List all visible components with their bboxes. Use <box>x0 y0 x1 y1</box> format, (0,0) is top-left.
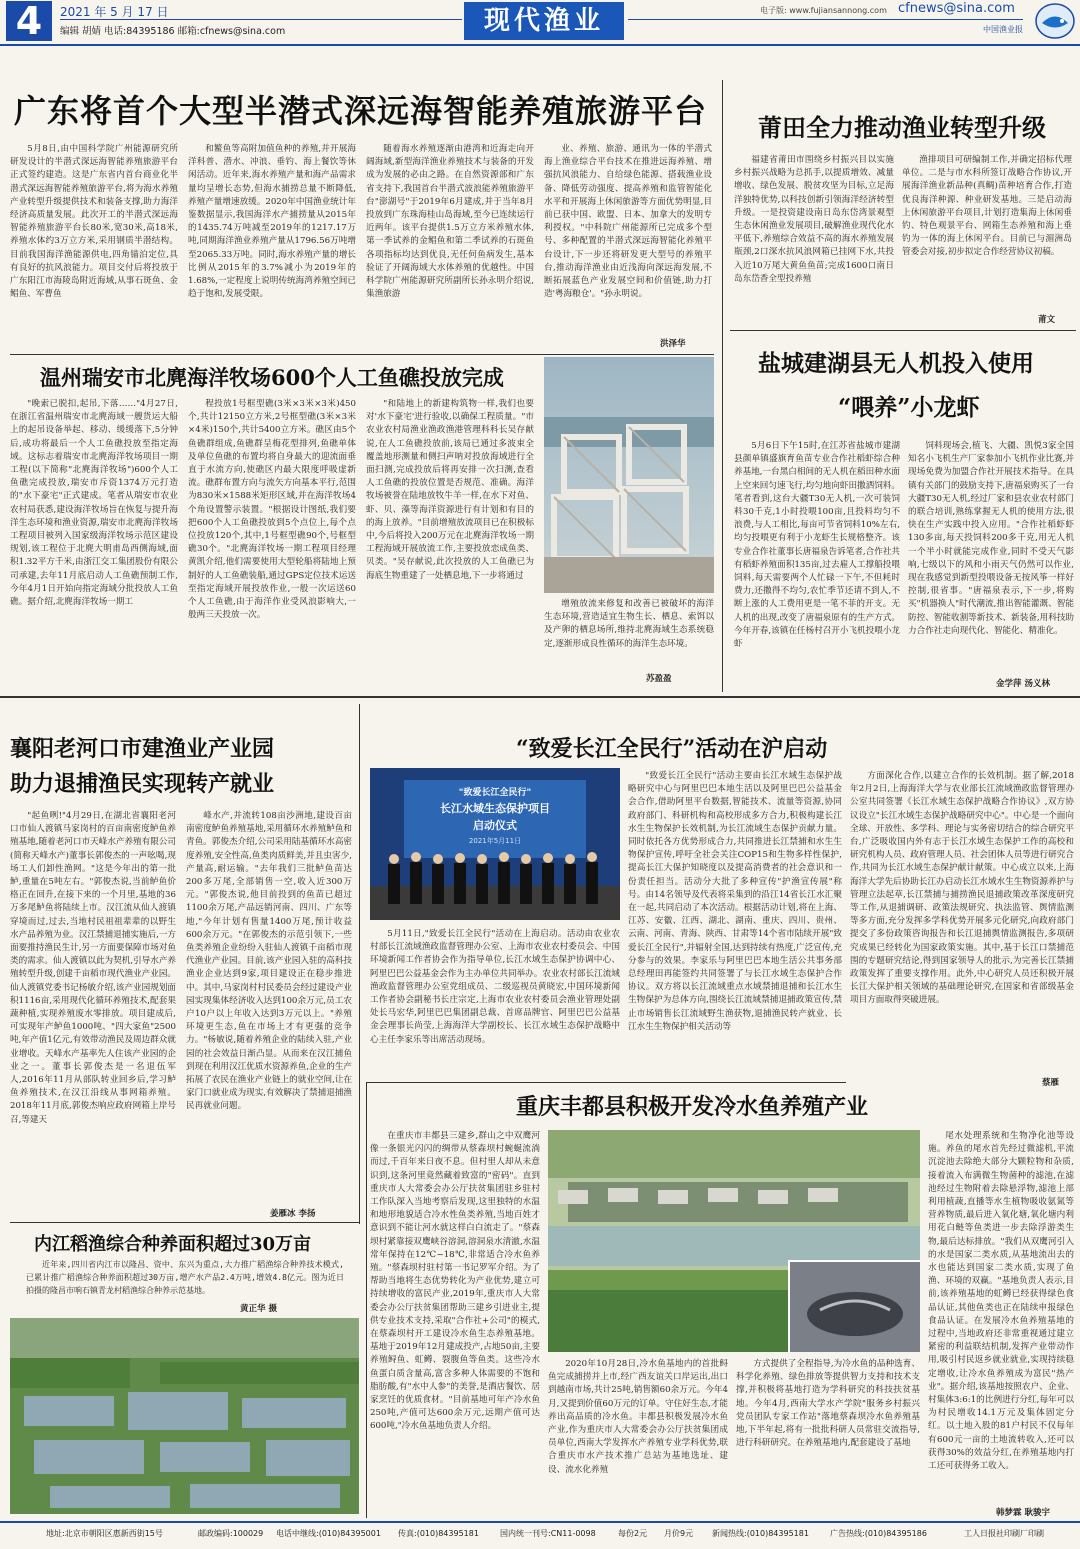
divider-5 <box>10 1222 359 1223</box>
divider-2 <box>730 330 1076 331</box>
footer-phone: 电话中继线:(010)84395001 <box>276 1529 381 1538</box>
art3-col1: 福建省莆田市围绕乡村振兴目以实施乡村振兴战略为总抓手,以提质增效、减量增收、绿色发展、脱贫攻坚为目标,立足海洋独特优势,以科技创新引领海洋经济转型升级。一是投资建设南日岛东岱湾景观型生态休闲渔业发展项目,破解渔业现代化水平低下,养殖综合效益不高的海水养殖发展瓶颈,2口深水抗风浪网箱已挂网下水,共投入近10万尾大黄鱼鱼苗;完成1600口南日岛东岱香全型投养殖 <box>734 155 894 284</box>
art2-col3: "和陆地上的新建构筑物一样,我们也要对'水下豪宅'进行验收,以确保工程质量。"市农业农村局渔业渔政渔港管理科科长吴存献说,在人工鱼礁投放前,该局已通过多波束全覆盖地形测量和侧扫声呐对投放海域进行全面扫测,完成投放后将再安排一次扫测,查看人工鱼礁的投放位置是否规范、准确。海洋牧场被誉在陆地放牧牛羊一样,在水下对鱼、虾、贝、藻等海洋资源进行有计划和有目的的海上放养。"目前增殖放流项目已在积极标中,今后将投入200万元在北麂海洋牧场一期工程海域开展放流工作,主要投放恋成鱼类、贝类。"吴存献说,此次投放的人工鱼礁已为海底生物重建了一处栖息地,下一步将通过 <box>366 399 534 581</box>
art8-headline: 重庆丰都县积极开发冷水鱼养殖产业 <box>516 1094 869 1120</box>
art5-col2: 峰水产,并流转108亩沙洲地,建设百亩南密度鲈鱼养殖基地,采用循环水养殖鲈鱼和青鱼。郭俊杰介绍,公司采用陆基循环水高密度养殖,安全性高,鱼类肉质鲜美,并且虫害少,产量高,耐运输。"去年我们三批鲈鱼苗达200多万尾,全部销售一空,收入近300万元。"郭俊杰说,他目前投到的鱼苗已超过1100余万尾,产品远销河南、四川、广东等地,"今年计划有售量1400万尾,预计收益600余万元。"在郭俊杰的示范引领下,一些鱼类养殖企业纷纷入驻仙人渡镇千亩稻市现代渔业产业园。目前,该产业园入驻的高科技渔业企业达到9家,项目建设正在稳步推进中。其中,马家岗村村民委员会经过建设产业园实现集体经济收入达到100余万元,员工农户10户以上年收入达到3万元以上。"养殖环境更生态,鱼在市场上才有更强的竞争力。"杨敏说,随着养殖企业的陆续入驻,产业园的社会效益日渐凸显。从而来在汉江捕鱼到现在利用汉江优质水资源养鱼,企业的生产拓展了农民在渔业产业链上的就业空间,让在家门口就业成为现实,有效解决了禁捕退捕渔民再就业问题。 <box>186 811 352 1112</box>
issue-date: 2021 年 5 月 17 日 <box>60 5 169 19</box>
art5-signature: 姜雁冰 李扬 <box>270 1209 316 1219</box>
art1-col4: 业、养殖、旅游、通讯为一体的半潜式海上渔业综合平台技术在推进远海养殖、增强抗风浪能力、自给绿色能源、搭载渔业设备、降低劳动强度、提高养殖和监管智能化水平和开展海上休闲旅游等方面优势明显,目前已获中国、欧盟、日本、加拿大的发明专利授权。"中科院广州能源所已完成多个型号、多种配置的半潜式深远海智能化养殖平台设计,下一步还将研发更大型号的养殖平台,推动海洋渔业由近浅海向深远海发展,不断拓展蓝色产业发展空间和价值链,助力打造'粤海粮仓'。"孙永明说。 <box>544 144 712 300</box>
masthead-email: cfnews@sina.com <box>898 1 1015 16</box>
art1-col2: 和鳘鱼等高附加值鱼种的养殖,并开展海洋科普、潜水、冲浪、垂钓、海上餐饮等休闲活动。近年来,海水养殖产量和海产品需求量均呈增长态势,但海水捕捞总量不断降低,养殖产量增速放缓。2020年中国渔业统计年鉴数据显示,我国海洋水产捕捞量从2015年的1435.74万吨减至2019年的1217.17万吨,同期海洋渔业养殖产量从1796.56万吨增至2065.33万吨。同时,海水养殖产量的增长比例从2015年的3.7%减小为2019年的1.68%,一定程度上说明传统海湾养殖空间已趋于饱和,发展受限。 <box>188 144 356 300</box>
masthead-rule <box>60 19 462 20</box>
divider-1 <box>10 354 714 355</box>
art2-col2: 程投放1号框型礁(3米×3米×3米)450个,共计12150立方米,2号框型礁(3米×3米×4米)150个,共计5400立方米。礁区由5个鱼礁群组成,鱼礁群呈梅花型排列,鱼礁单体及单位鱼礁的布置均将自身最大的迎流面垂直于水流方向,使礁区内最大限度呼吸虚新流。礁群布置方向与流矢方向基本平行,范围为830米×1588米矩形区域,并在海洋牧场4个角设置警示装置。"根据设计图纸,我们要把600个人工鱼礁投放到5个点位上,每个点位投放120个,其中,1号框型礁90个,号框型礁30个。"北麂海洋牧场一期工程项目经理黄凯介绍,他们需要使用大型轮船将陆地上预制好的人工鱼礁装船,通过GPS定位技术运送至指定海域开展投放作业,一般一次运送60个人工鱼礁,由于海洋作业受风浪影响大,一般两三天投放一次。 <box>188 399 356 621</box>
art5-col1: "起鱼咧!"4月29日,在湖北省襄阳老河口市仙人渡镇马家岗村的百亩南密度鲈鱼养殖基地,随着老河口市天峰水产养殖有限公司(简称天峰水产)董事长郭俊杰的一声吆喝,现场工人们卸性渔网。"这是今年出的第一批鲈,重量在5吨左右。"郭俊杰说,当前鲈鱼价格正在回升,在接下来的一个月里,基地的36万多尾鲈鱼将陆续上市。汉江流从仙人渡镇穿境而过,过去,当地村民祖祖辈辈的以野生水产品养殖为业。汉江禁捕退捕实施后,一方面要推持渔民生计,另一方面要保障市场对鱼类的需求。仙人渡镇以此为契机,引导水产养殖转型升级,创建千亩稻市现代渔业产业园。仙人渡镇党委书记杨敏介绍,该产业园规划面积1116亩,采用现代化循环养殖技术,配套果蔬种植,实现养殖废水零排放。项目建成后,可实现年产鲈鱼1000吨、"四大家鱼"2500吨,年产值1亿元,有效带动渔民及周边群众就业增收。天峰水产基率先人住该产业园的企业之一。董事长郭俊杰是一名退伍军人,2016年11月从部队转业回乡后,学习鲈鱼养殖技术,在汉江沿线从事网箱养殖。2018年11月底,郭俊杰响应政府网箱上岸号召,等建天 <box>10 811 176 1125</box>
divider-vertical-2 <box>359 704 360 1224</box>
art8-col3: 方式提供了全程指导,为冷水鱼的品种选育、科学化养殖、绿色排放等提供智力支持和技术支撑,并积极将基地打造为学科研究的科技扶贫基地。今年4月,西南大学水产学院"服务乡村振兴党员团队专家工作站"落地蔡森坝冷水鱼养殖基地,下半年起,将有一批批科研人员常驻交流指导,进行科研研究。在养殖基地内,配套建设了基地 <box>736 1359 920 1449</box>
art8-pond-photo <box>548 1130 920 1352</box>
footer-postcode: 邮政编码:100029 <box>198 1529 264 1538</box>
art8-col4: 尾水处理系统和生物净化池等设施。养鱼的尾水首先经过微滤机,平流沉淀池去除绝大部分大颗粒物和杂质,接着流入布满微生物菌种的滤池,在滤池经过生物附着去除悬浮物,滤池上部利用植蔬,直播等水生植物吸收氨氮等营养物质,最后进入氧化塘,氧化塘内利用花白鲢等鱼类进一步去除浮游类生物,最后达标排放。"我们从双鹰河引入的水是国家二类水质,从基地流出去的水也能达到国家二类水质,实现了鱼渔、环境的双赢。"基地负责人表示,目前,该养殖基地的虹鳟已经获得绿色食品认证,其他鱼类也正在陆续申报绿色食品认证。在发展冷水鱼养殖基地的过程中,当地政府还非常重视通过建立紧密的利益联结机制,发挥产业带动作用,吸引村民返乡就业就业,实现持续稳定增收,让冷水鱼养殖成为富民"热产业"。据介绍,该基地按照农户、企业、村集体3:6:1的比例进行分红,每年可以为村民增收14.1万元及集体固定分红。以土地入股的81户村民不仅每年有600元一亩的土地流转收入,还可以获得30%的效益分红,在养殖基地内打工还可获得务工收入。 <box>928 1131 1074 1472</box>
art7-headline: 内江稻渔综合种养面积超过30万亩 <box>34 1234 312 1255</box>
art2-reef-photo <box>544 357 714 593</box>
page-number-badge: 4 <box>6 1 52 41</box>
footer-address: 地址:北京市朝阳区惠新西街15号 <box>46 1529 163 1538</box>
art1-col3: 随着海水养殖逐渐由港湾和近海走向开阔海域,新型海洋渔业养殖技术与装备的开发成为发展的必由之路。在自然资源部和广东省支持下,我国首台半潜式波浪能养殖旅游平台"澎湖号"于2019年6月建成,并于当年8月投放到广东珠海桂山岛海域,至今已连续运行近两年。该平台提供1.5万立方米养殖水体,第一季试养的金鲳鱼和第二季试养的石斑鱼各项指标均达到优良,无任何鱼病发生,基本验证了开阔海域大水体养殖的优越性。中国科学院广州能源研究所副所长孙永明介绍说,集渔旅游 <box>366 144 534 300</box>
art7-signature: 黄正华 摄 <box>240 1304 277 1314</box>
footer-price2: 月价9元 <box>664 1529 694 1538</box>
divider-vertical-1 <box>722 80 723 692</box>
footer-adline: 广告热线:(010)84395186 <box>830 1529 927 1538</box>
section-title: 现代渔业 <box>464 2 624 40</box>
art8-col2: 2020年10月28日,冷水鱼基地内的首批鲟鱼完成捕捞并上市,经广西友谊关口岸运出,出口到越南市场,共计25吨,销售额60余万元。今年4月,又提到价值60万元的订单。守住好生态,才能养出高品质的冷水鱼。丰都县积极发展冷水鱼产业,作为重庆市人大常委会办公厅扶贫集团成员单位,西南大学发挥水产养殖专业学科优势,联合重庆市水产技术推广总站为基地选址、建设、流水化养殖 <box>548 1359 728 1475</box>
art7-caption: 近年来,四川省内江市以隆昌、资中、东兴为重点,大力推广稻渔综合种养技术模式,已累计推广稻渔综合种养面积超过30万亩,增产水产品2.4万吨,增效4.8亿元。图为近日拍摄的隆昌市响石镇青龙村稻渔综合种养示范基地。 <box>26 1260 344 1295</box>
art8-signature: 韩梦霖 耿骏宇 <box>996 1508 1050 1518</box>
art6-banner-line2: 长江水域生态保护项目 <box>440 802 550 815</box>
art7-rice-fish-photo <box>10 1318 359 1514</box>
editor-line: 编辑 胡婧 电话:84395186 邮箱:cfnews@sina.com <box>60 26 286 37</box>
footer-printer: 工人日报社印刷厂印刷 <box>964 1529 1044 1538</box>
art1-col1: 5月8日,由中国科学院广州能源研究所研发设计的半潜式深远海智能养殖旅游平台正式签约建造。这是广东省内首台商业化半潜式深远海智能养殖旅游平台,将为海水养殖产业转型升级提供技术和装备支撑,助力海洋经济高质量发展。此次开工的半潜式深远海智能养殖旅游平台长80米,宽30米,高18米,养殖水体约3万立方米,采用钢质半潜结构。目前我国海洋渔能源供电,四角锚泊定位,具有良好的抗风浪能力。项目交付后将投放于广东阳江市海陵岛附近海域,从事石斑鱼、金鲳鱼、军曹鱼 <box>10 144 178 300</box>
art2-col4: 增殖放流来修复和改善已被破坏的海洋生态环境,营造适宜生物生长、栖息、索饵以及产卵的栖息场所,维持北麂海域生态系统稳定,逐渐形成良性循环的海洋生态环境。 <box>544 599 714 649</box>
art6-event-photo <box>370 768 620 920</box>
masthead <box>0 0 1080 44</box>
footer-newsline: 新闻热线:(010)84395181 <box>712 1529 809 1538</box>
art6-col1: 5月11日,"致爱长江全民行"活动在上海启动。活动由农业农村部长江流域渔政监督管理办公室、上海市农业农村委员会、中国环境新闻工作者协会作为指导单位,长江水域生态保护协调中心、阿里巴巴公益基金会作为主办单位共同举办。农业农村部长江流域渔政监督管理办公室党组成员、二级巡视员黄晓宏,中国环境新闻工作者协会副秘书长庄宗定,上海市农业农村委员会渔业管理处副处长马宏华,阿里巴巴集团副总裁、首席品牌官、阿里巴巴公益基金会理事长尚莹,上海海洋大学副校长、长江水域生态保护战略中心主任李家乐等出席活动现场。 <box>370 929 620 1045</box>
brand-logo-icon <box>1034 2 1076 40</box>
art4-col1: 5月6日下午15时,在江苏省盐城市建湖县颜单镇盛旗育鱼苗专业合作社稻虾综合种养基地,一台黑白相间的无人机在稻田种水面上空来回匀速飞行,均匀地向虾田撒洒饲料。笔者看到,这台大疆T30无人机,一次可装饲料30千克,1小时投喂100亩,且投料均匀不浪费,与人工相比,每亩可节省饲料10%左右,均匀投喂更有利于小龙虾生长规格整齐。该专业合作社董事长唐福泉告诉笔者,合作社共有稻虾养殖面积135亩,过去雇人工撑船投喂饲料,每天需要两个人忙碌一下午,不但耗时费力,还撒得不均匀,农忙季节还请不到人,不断上涨的人工费用更是一笔不菲的开支。无人机的出现,改变了唐福泉原有的生产方式。今年开春,该镇在任杨村召开小飞机投喂小龙虾 <box>734 441 900 650</box>
art6-banner-date: 2021年5月11日 <box>468 837 522 845</box>
footer-code: 国内统一刊号:CN11-0098 <box>500 1529 596 1538</box>
art6-col3: 方面深化合作,以建立合作的长效机制。据了解,2018年2月2日,上海海洋大学与农业部长江流域渔政监督管理办公室共同签署《长江水域生态保护战略合作协议》,双方协议设立"长江水域生态保护战略研究中心"。中心是一个面向全球、开放性、多学科、理论与实务密切结合的综合研究平台,广泛吸收国内外有志于长江水域生态保护工作的高校和研究机构人员、政府管理人员、社会团体人员等进行研究合作,共同为长江水域生态保护献计献策。中心成立以来,上海海洋大学先后协助长江办启动长江水域水生生物资源养护与管理立法起草,长江禁捕与捕捞渔民退捕政策改革深度研究等工作,从退捕调研、政策法规研究、执法监管、舆情监测等多方面,充分发挥多学科优势开展多元化研究,向政府部门提交了多份政策咨询报告和长江退捕舆情监测报告,多项研究成果已经转化为国家政策实施。其中,基于长江口禁捕范围的专题研究结论,得到国家领导人的批示,为完善长江禁捕政策发挥了重要支撑作用。此外,中心研究人员还积极开展长江大保护相关领域的基础理论研究,在国家和省部级基金项目方面取得突破进展。 <box>850 771 1074 1006</box>
divider-vertical-3 <box>366 1082 367 1518</box>
footer-fax: 传真:(010)84395181 <box>398 1529 479 1538</box>
divider-4 <box>366 1082 846 1083</box>
art2-col1: "晚索已脱扣,起吊,下落……"4月27日,在浙江省温州瑞安市北麂海域一艘货运大船上的起吊设备举起、移动、缓缓落下,5分钟后,成功将最后一个人工鱼礁投放至指定海域。这标志着瑞安市北麂海洋牧场项目一期工程(以下简称"北麂海洋牧场")600个人工鱼礁完成投放,瑞安市斥资1374万元打造的"水下豪宅"正式建成。笔者从瑞安市农业农村局获悉,建设海洋牧场旨在恢复与提升海洋生态环境和渔业资源,瑞安市北麂海洋牧场工程项目被列入国家级海洋牧场示范区建设规划,该工程位于北麂大明甫岛西侧海域,面积1.32平方千米,由浙江交工集团股份有限公司承建,去年11月底启动人工鱼礁预制工作,今年4月1日开始向指定海域分批投放人工鱼礁。据介绍,北麂海洋牧场一期工 <box>10 399 178 608</box>
art1-signature: 洪泽华 <box>660 339 686 349</box>
divider-3 <box>0 696 1080 698</box>
art4-headline-2: “喂养”小龙虾 <box>838 394 980 421</box>
art6-banner-line3: 启动仪式 <box>473 819 517 832</box>
art3-col2: 渔排项目可研编制工作,并确定招标代理单位。二是与市水科所签订战略合作协议,开展海洋渔业新品种(真鲷)苗种培育合作,打造优良海洋种源、种业研发基地。三是启动海上休闲旅游平台项目,计划打造集海上休闲垂钓、特色观景平台、网箱生态养殖和海上垂钓为一体的海上休闲平台。目前已与湄洲岛管委会对接,初步拟定合作经营协议初稿。 <box>902 155 1072 258</box>
art6-headline: “致爱长江全民行”活动在沪启动 <box>516 736 828 762</box>
art5-headline-1: 襄阳老河口市建渔业产业园 <box>10 736 275 762</box>
art6-banner-line1: "致爱长江全民行" <box>458 788 532 798</box>
art6-signature: 蔡雁 <box>1042 1078 1060 1088</box>
art8-inset-photo <box>788 1260 920 1352</box>
art8-col1: 在重庆市丰都县三建乡,群山之中双鹰河像一条银光闪闪的绸带从蔡森坝村蜿蜒流淌而过,千百年来日夜不息。但村里人却从未意识到,这条河里竟然藏着致富的"密码"。直到重庆市人大常委会办公厅扶贫集团驻乡驻村工作队深入当地考察后发现,这里独特的水温和地形地貌适合冷水性鱼类养殖,当地百姓才意识到不能让河水就这样白白流走了。"蔡森坝村紧靠接双鹰峡谷溶洞,溶洞泉水清澈,水温常年保持在12℃~18℃,非常适合冷水鱼养殖。"蔡森坝村驻村第一书记罗军介绍。为了帮助当地将生态优势转化为产业优势,建立可持续增收的富民产业,2019年,重庆市人大常委会办公厅扶贫集团帮助三建乡引进业主,提供专业技术支持,采取"合作社+公司"的模式,在蔡森坝村开工建设冷水鱼生态养殖基地。基地于2019年12月建成投产,占地50亩,主要养殖鲟鱼、虹鳟、裂腹鱼等鱼类。这些冷水鱼蛋白质含量高,富含多种人体需要的不饱和脂肪酸,有"水中人参"的美誉,是酒店餐饮、居家烹饪的优质食材。"目前基地可年产冷水鱼250吨,产值可达600余万元,远期产值可达600吨,"冷水鱼基地负责人介绍。 <box>370 1131 540 1432</box>
art2-headline: 温州瑞安市北麂海洋牧场600个人工鱼礁投放完成 <box>40 365 504 390</box>
brand-label: 中国渔业报 <box>983 25 1023 34</box>
site-label: 电子版: www.fujiansannong.com <box>760 6 887 15</box>
footer <box>0 1528 1080 1544</box>
art1-headline: 广东将首个大型半潜式深远海智能养殖旅游平台 <box>14 92 708 130</box>
masthead-bottom-rule <box>0 44 1080 46</box>
art4-headline-1: 盐城建湖县无人机投入使用 <box>758 350 1034 377</box>
art4-col2: 饲料现场会,植飞、大疆、凯悦3家全国知名小飞机生产厂家参加小飞机作业比赛,并现场免费为加盟合作社开展技术指导。在具镇有关部门的鼓励支持下,唐福泉购买了一台大疆T30无人机,经过厂家和县农业农村部门的联合培训,熟练掌握无人机的使用方法,很快在生产实践中投入应用。"合作社稻虾虾130多亩,每天投饲料200多千克,用无人机一个半小时就能完成作业,同时不受天气影响,七级以下的风和小雨天气仍然可以作业,现在我感觉到新型投喂设备无按风筝一样好控制,很省事。"唐福泉表示,下一步,将购买"机器换人"时代潮流,推出智能灌溉、智能防控、智能收割等新技术、新装备,用科技助力合作社走向现代化、智能化、精准化。 <box>908 441 1074 636</box>
footer-price1: 每份2元 <box>618 1529 648 1538</box>
art3-headline: 莆田全力推动渔业转型升级 <box>758 113 1046 142</box>
art5-headline-2: 助力退捕渔民实现转产就业 <box>10 771 275 797</box>
art4-signature: 金学萍 汤义林 <box>996 679 1050 689</box>
art2-signature: 苏盈盈 <box>646 674 672 684</box>
art6-col2: "致爱长江全民行"活动主要由长江水域生态保护战略研究中心与阿里巴巴本地生活以及阿里巴巴公益基金会合作,借助阿里平台数据,智能技术、流量等资源,协同政府部门、科研机构和高校形成多方合力,积极构建长江水生生物保护长效机制,为长江流域生态保护贡献力量。同时依托各方优势形成合力,共同推进长江禁捕和水生生物保护宣传,呼吁全社会关注COP15和生物多样性保护,提高长江大保护知晓度以及提高消费者的社会意识和一份责任担当。活动分大批了多种宣传"护渔宣传展"称号。由14名领导及代表将采集到的沿江14省长江水汇聚在一起,共同启动了本次活动。根据活动计划,将在上海、江苏、安徽、江西、湖北、湖南、重庆、四川、贵州、云南、河南、青海、陕西、甘肃等14个省市陆续开展"致爱长江全民行",并辐射全国,达到持续有热度,广泛宣传,充分参与的效果。李家乐与阿里巴巴本地生活公共事务部总经理田再能签约共同签署了与长江水域生态保护合作协议。双方将以长江流域重点水域禁捕退捕和长江水生生物保护为总体方向,围绕长江流域禁捕退捕政策宣传,禁止市场销售长江流域野生渔获物,退捕渔民转产就业、长江水生生物保护相关活动等 <box>628 771 842 1032</box>
masthead-rule-right <box>628 19 1023 20</box>
art3-signature: 莆文 <box>1038 315 1056 325</box>
footer-rule <box>0 1521 1080 1523</box>
